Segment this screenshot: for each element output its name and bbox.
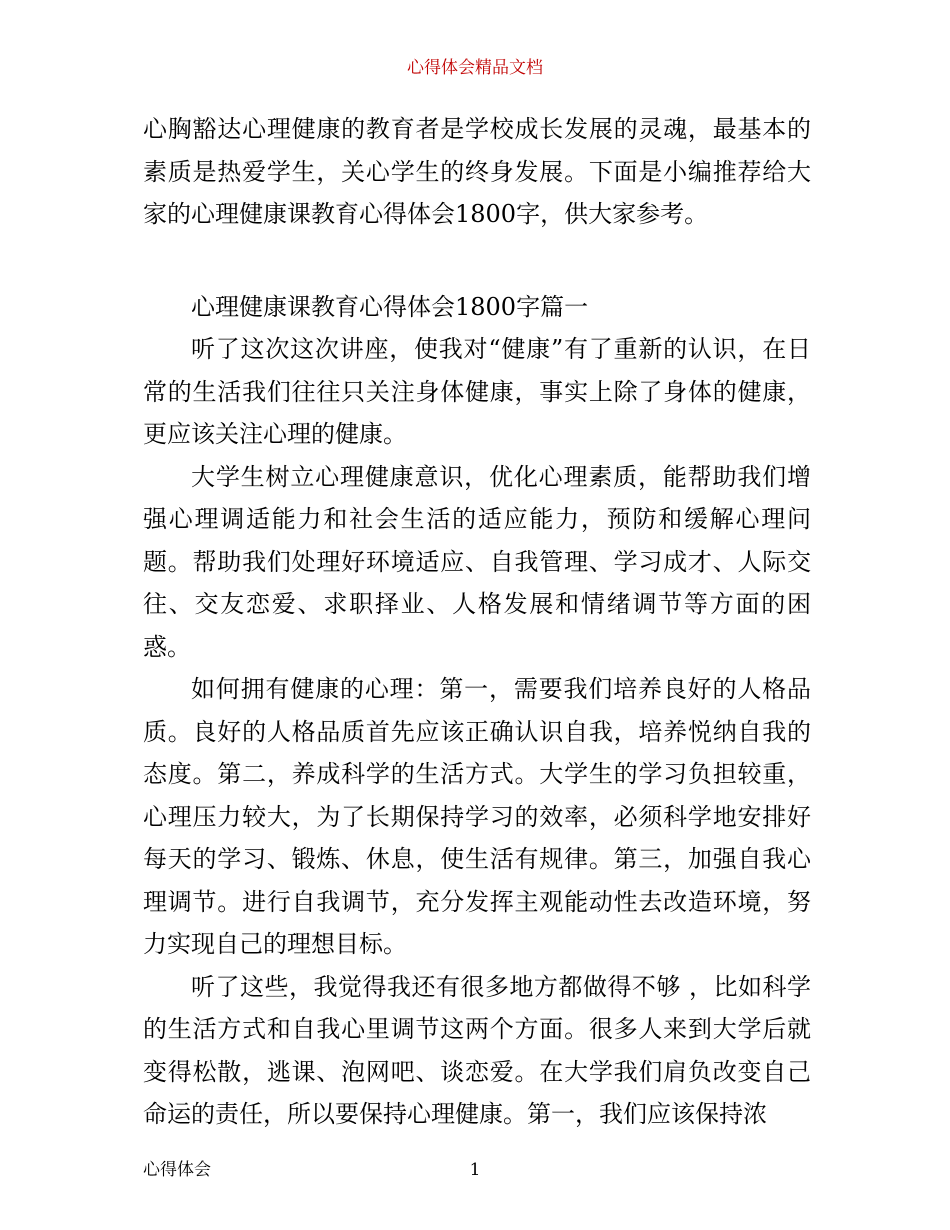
body-paragraph: 大学生树立心理健康意识，优化心理素质，能帮助我们增强心理调适能力和社会生活的适应能力，预防和缓解心理问题。帮助我们处理好环境适应、自我管理、学习成才、人际交往、交友恋爱、求职择业、人格发展和情绪调节等方面的困惑。 — [143, 462, 811, 661]
body-paragraph: 听了这次这次讲座，使我对“健康”有了重新的认识，在日常的生活我们往往只关注身体健康，事实上除了身体的健康，更应该关注心理的健康。 — [143, 335, 811, 448]
document-body — [143, 108, 811, 1136]
page-number: 1 — [469, 1160, 481, 1180]
body-paragraph: 如何拥有健康的心理：第一，需要我们培养良好的人格品质。良好的人格品质首先应该正确认识自我，培养悦纳自我的态度。第二，养成科学的生活方式。大学生的学习负担较重，心理压力较大，为了长期保持学习的效率，必须科学地安排好每天的学习、锻炼、休息，使生活有规律。第三，加强自我心理调节。进行自我调节，充分发挥主观能动性去改造环境，努力实现自己的理想目标。 — [143, 675, 811, 958]
intro-paragraph: 心胸豁达心理健康的教育者是学校成长发展的灵魂，最基本的素质是热爱学生，关心学生的终身发展。下面是小编推荐给大家的心理健康课教育心得体会1800字，供大家参考。 — [143, 115, 811, 228]
footer-label: 心得体会 — [143, 1160, 211, 1180]
document-header-title: 心得体会精品文档 — [407, 58, 543, 78]
section-title: 心理健康课教育心得体会1800字篇一 — [191, 292, 589, 321]
paragraph-spacer — [143, 236, 811, 286]
body-paragraph: 听了这些，我觉得我还有很多地方都做得不够 ，比如科学的生活方式和自我心里调节这两个方面。很多人来到大学后就变得松散，逃课、泡网吧、谈恋爱。在大学我们肩负改变自己命运的责任，所以要保持心理健康。第一，我们应该保持浓 — [143, 972, 811, 1128]
